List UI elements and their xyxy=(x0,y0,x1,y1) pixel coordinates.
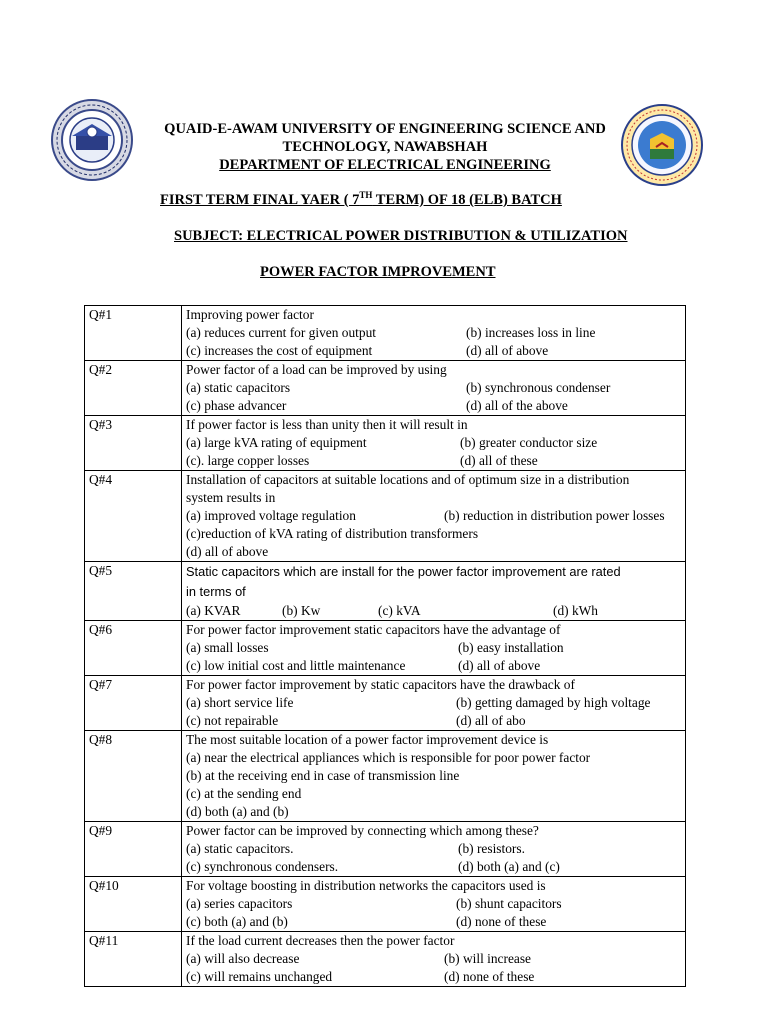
option-row xyxy=(186,657,681,675)
option-row xyxy=(186,452,681,470)
option-row xyxy=(186,913,681,931)
option-left: (a) static capacitors xyxy=(186,380,291,395)
option-left: (a) static capacitors. xyxy=(186,841,294,856)
question-body xyxy=(182,562,686,621)
option-right: (d) all of above xyxy=(458,658,541,673)
question-number: Q#3 xyxy=(85,416,182,471)
option-left: (a) improved voltage regulation xyxy=(186,508,356,523)
question-stem: For power factor improvement static capacitors have the advantage of xyxy=(186,622,561,637)
option-right: (b) will increase xyxy=(444,951,531,966)
question-stem: system results in xyxy=(186,490,276,505)
option-right: (d) none of these xyxy=(456,914,547,929)
question-body xyxy=(182,822,686,877)
question-row xyxy=(85,822,686,877)
option-left: (a) series capacitors xyxy=(186,896,293,911)
questions-table xyxy=(84,305,686,987)
subject-heading: SUBJECT: ELECTRICAL POWER DISTRIBUTION & UTILIZATION xyxy=(174,228,628,244)
option-row xyxy=(186,397,681,415)
question-row xyxy=(85,361,686,416)
option-row xyxy=(186,895,681,913)
university-logo xyxy=(50,98,134,182)
option-row xyxy=(186,712,681,730)
option-row xyxy=(186,324,681,342)
option-row xyxy=(186,950,681,968)
university-name-line2: TECHNOLOGY, NAWABSHAH xyxy=(282,139,488,155)
question-number: Q#1 xyxy=(85,306,182,361)
option-row xyxy=(186,602,681,620)
question-stem: The most suitable location of a power factor improvement device is xyxy=(186,732,549,747)
question-row xyxy=(85,416,686,471)
question-body xyxy=(182,676,686,731)
topic-heading: POWER FACTOR IMPROVEMENT xyxy=(260,264,496,280)
option-right: (b) greater conductor size xyxy=(460,435,598,450)
term-suffix: TERM) OF 18 (ELB) BATCH xyxy=(372,192,562,208)
question-stem: in terms of xyxy=(186,584,246,599)
term-heading xyxy=(160,191,562,209)
question-row xyxy=(85,676,686,731)
question-number: Q#9 xyxy=(85,822,182,877)
question-stem: If power factor is less than unity then it will result in xyxy=(186,417,468,432)
option-line: (d) all of above xyxy=(186,544,269,559)
option-left: (c) phase advancer xyxy=(186,398,287,413)
question-stem: Static capacitors which are install for the power factor improvement are rated xyxy=(186,564,621,579)
question-row xyxy=(85,621,686,676)
option-left: (c) synchronous condensers. xyxy=(186,859,339,874)
option-row xyxy=(186,840,681,858)
option-right: (d) all of these xyxy=(460,453,538,468)
option-row xyxy=(186,507,681,525)
option-left: (c) low initial cost and little maintenance xyxy=(186,658,406,673)
option-left: (c). large copper losses xyxy=(186,453,310,468)
option-right: (d) none of these xyxy=(444,969,535,984)
question-number: Q#8 xyxy=(85,731,182,822)
question-body xyxy=(182,877,686,932)
option-row xyxy=(186,639,681,657)
question-number: Q#6 xyxy=(85,621,182,676)
option-item: (d) kWh xyxy=(553,603,598,618)
question-stem: Improving power factor xyxy=(186,307,314,322)
question-row xyxy=(85,562,686,621)
option-left: (c) increases the cost of equipment xyxy=(186,343,373,358)
option-row xyxy=(186,968,681,986)
option-line: (b) at the receiving end in case of transmission line xyxy=(186,768,460,783)
option-right: (d) both (a) and (c) xyxy=(458,859,560,874)
option-right: (b) getting damaged by high voltage xyxy=(456,695,651,710)
option-line: (a) near the electrical appliances which is responsible for poor power factor xyxy=(186,750,591,765)
term-prefix: FIRST TERM FINAL YAER ( 7 xyxy=(160,192,360,208)
question-stem: Power factor can be improved by connecting which among these? xyxy=(186,823,539,838)
question-number: Q#2 xyxy=(85,361,182,416)
question-stem: If the load current decreases then the power factor xyxy=(186,933,455,948)
option-row xyxy=(186,434,681,452)
university-name-line1: QUAID-E-AWAM UNIVERSITY OF ENGINEERING SCIENCE AND xyxy=(164,121,606,137)
option-row xyxy=(186,379,681,397)
question-body xyxy=(182,361,686,416)
question-body xyxy=(182,731,686,822)
question-body xyxy=(182,306,686,361)
option-left: (c) both (a) and (b) xyxy=(186,914,288,929)
option-right: (d) all of above xyxy=(466,343,549,358)
option-row xyxy=(186,342,681,360)
option-right: (d) all of the above xyxy=(466,398,568,413)
option-left: (a) reduces current for given output xyxy=(186,325,376,340)
question-row xyxy=(85,932,686,987)
option-left: (a) small losses xyxy=(186,640,269,655)
question-stem: For voltage boosting in distribution networks the capacitors used is xyxy=(186,878,546,893)
option-right: (b) shunt capacitors xyxy=(456,896,562,911)
question-number: Q#4 xyxy=(85,471,182,562)
option-line: (c)reduction of kVA rating of distribution transformers xyxy=(186,526,479,541)
question-row xyxy=(85,471,686,562)
question-stem: Power factor of a load can be improved by using xyxy=(186,362,447,377)
option-right: (b) easy installation xyxy=(458,640,564,655)
department-logo xyxy=(620,103,704,187)
question-number: Q#7 xyxy=(85,676,182,731)
question-row xyxy=(85,877,686,932)
option-item: (c) kVA xyxy=(378,603,421,618)
question-body xyxy=(182,621,686,676)
question-row xyxy=(85,306,686,361)
option-line: (d) both (a) and (b) xyxy=(186,804,289,819)
option-right: (b) synchronous condenser xyxy=(466,380,611,395)
option-right: (b) increases loss in line xyxy=(466,325,596,340)
option-right: (b) reduction in distribution power losses xyxy=(444,508,665,523)
question-stem: For power factor improvement by static capacitors have the drawback of xyxy=(186,677,575,692)
option-line: (c) at the sending end xyxy=(186,786,302,801)
question-number: Q#11 xyxy=(85,932,182,987)
question-number: Q#10 xyxy=(85,877,182,932)
question-body xyxy=(182,932,686,987)
option-left: (c) not repairable xyxy=(186,713,279,728)
question-row xyxy=(85,731,686,822)
question-body xyxy=(182,416,686,471)
option-left: (a) large kVA rating of equipment xyxy=(186,435,367,450)
option-left: (a) will also decrease xyxy=(186,951,300,966)
option-row xyxy=(186,858,681,876)
option-left: (a) short service life xyxy=(186,695,294,710)
option-left: (c) will remains unchanged xyxy=(186,969,333,984)
option-row xyxy=(186,694,681,712)
question-stem: Installation of capacitors at suitable locations and of optimum size in a distribution xyxy=(186,472,630,487)
option-right: (d) all of abo xyxy=(456,713,526,728)
term-superscript: TH xyxy=(359,190,373,200)
option-item: (b) Kw xyxy=(282,603,321,618)
department-title: DEPARTMENT OF ELECTRICAL ENGINEERING xyxy=(219,157,551,173)
question-number: Q#5 xyxy=(85,562,182,621)
option-right: (b) resistors. xyxy=(458,841,525,856)
option-item: (a) KVAR xyxy=(186,603,241,618)
question-body xyxy=(182,471,686,562)
